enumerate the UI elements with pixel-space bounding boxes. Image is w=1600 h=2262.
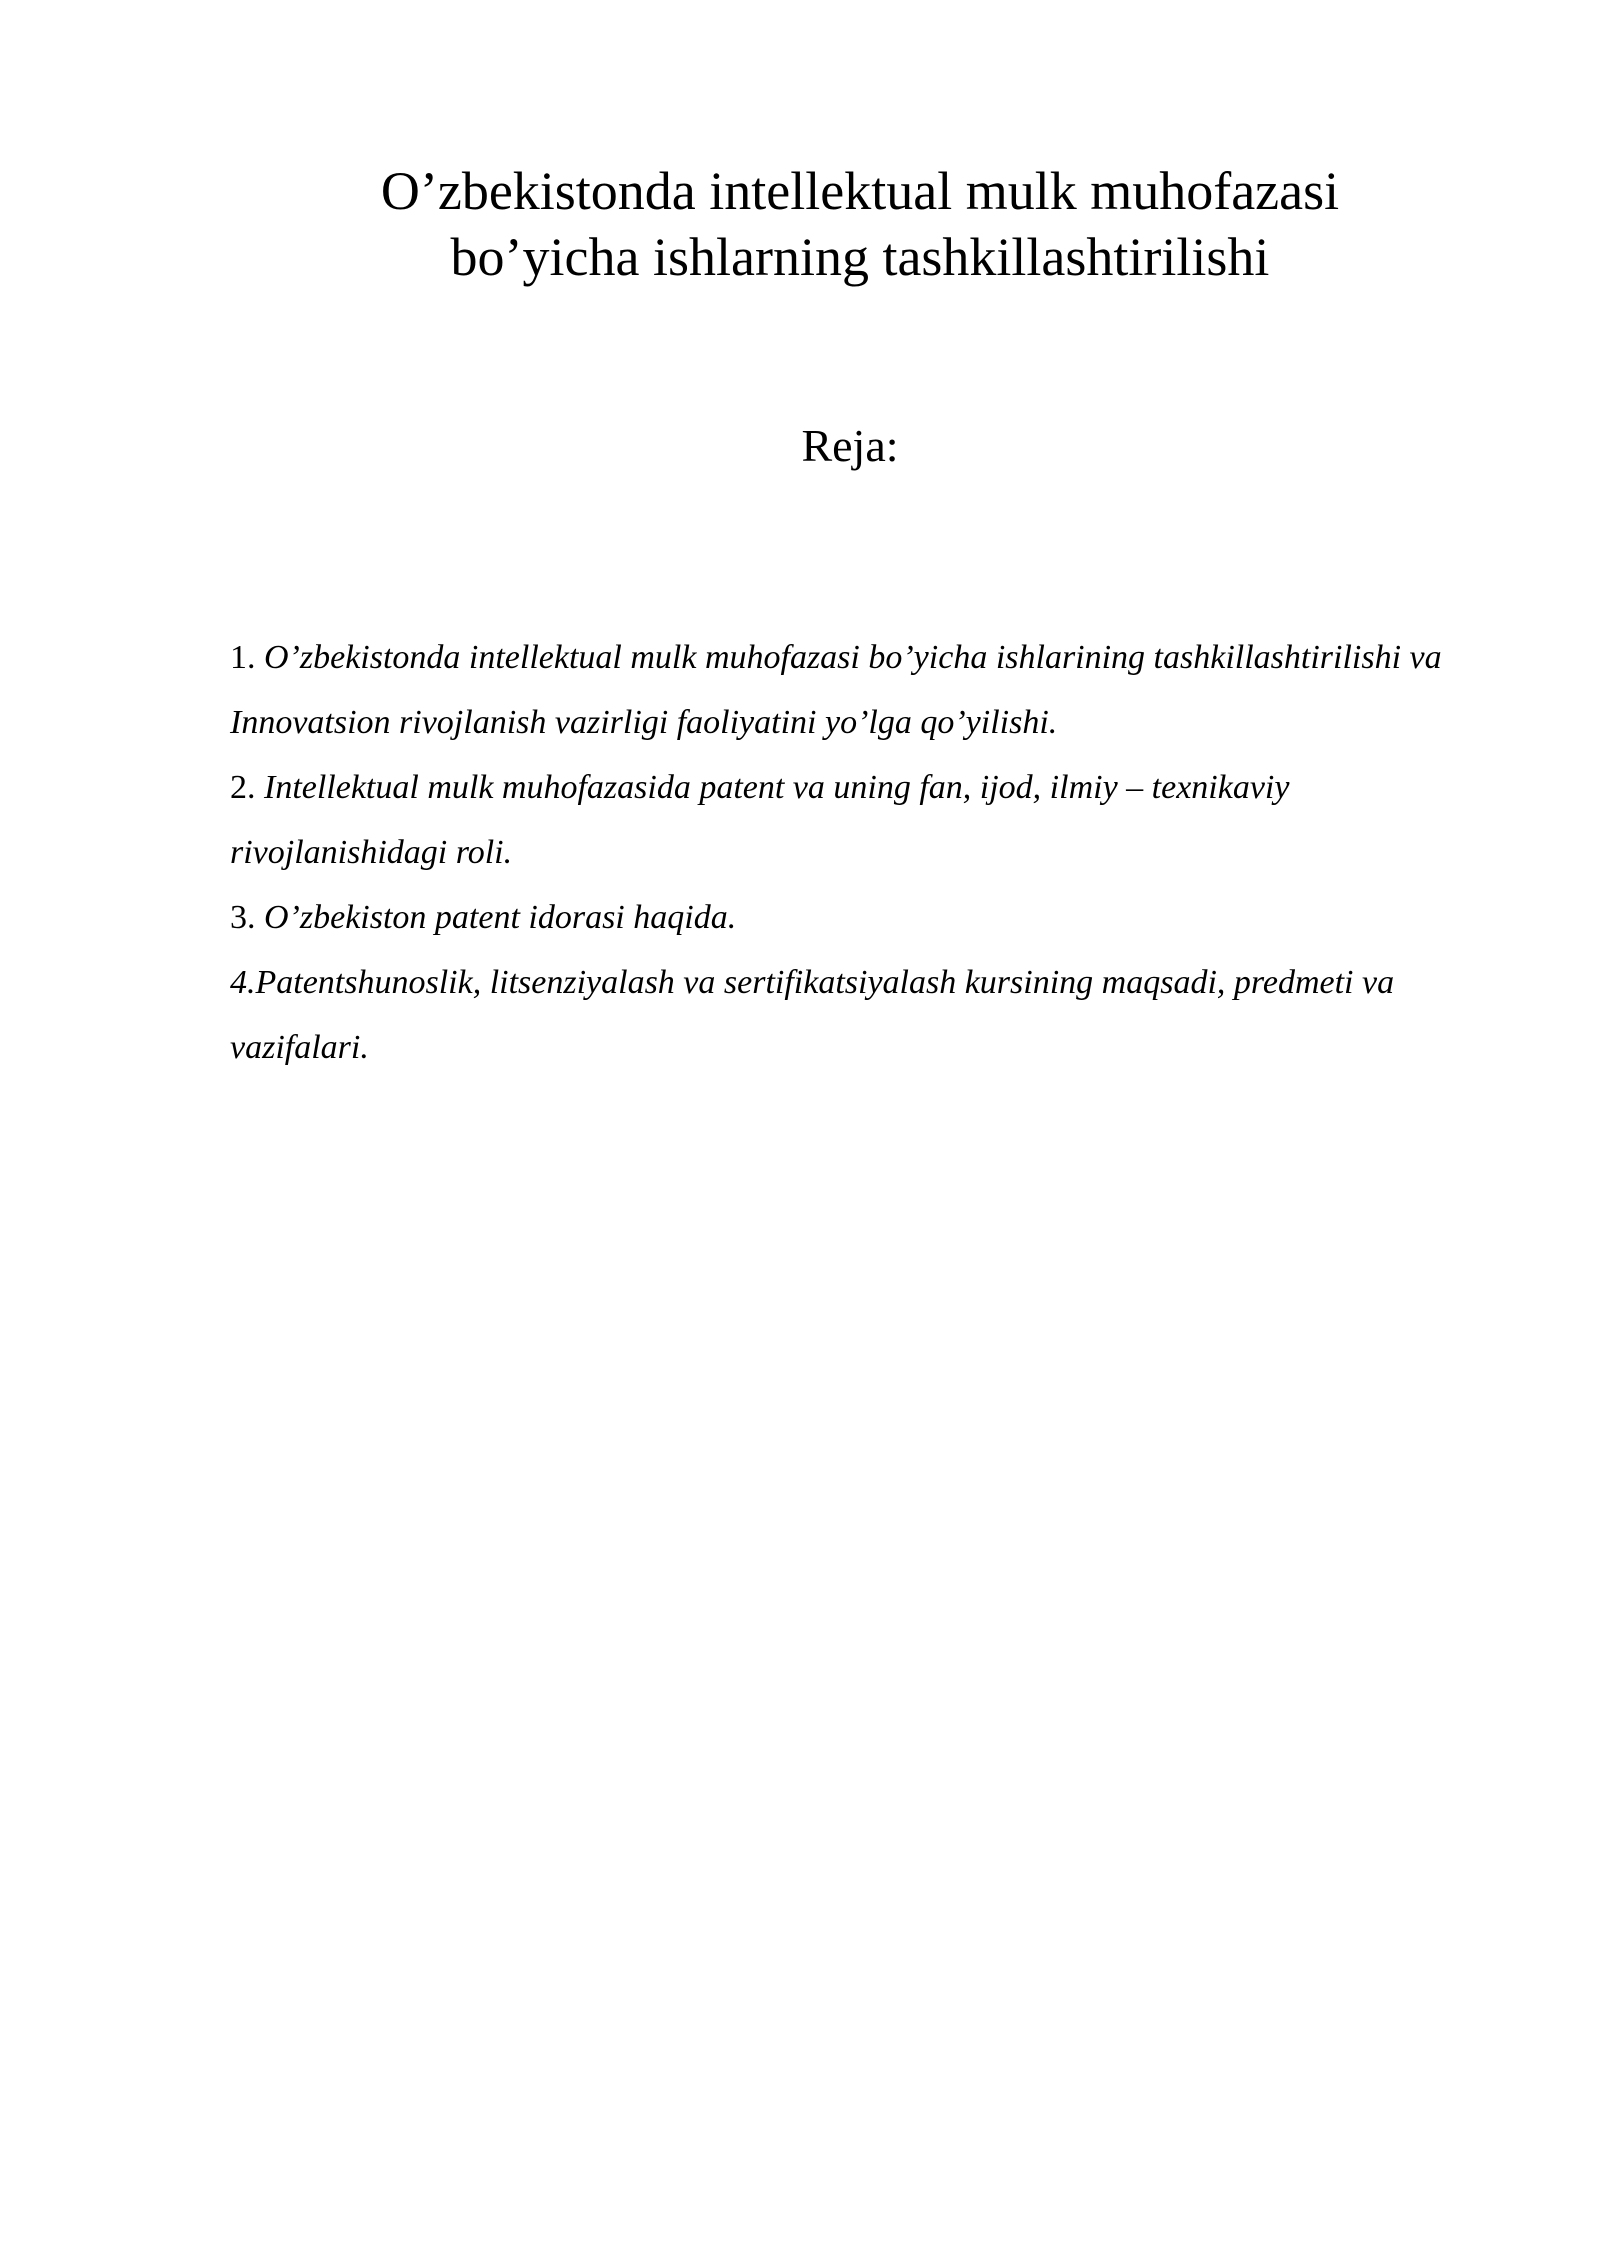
plan-item-number: 1. <box>230 639 264 676</box>
page-title <box>200 158 1520 290</box>
plan-item-2 <box>230 755 1490 885</box>
plan-item-text: Intellektual mulk muhofazasida patent va uning fan, ijod, ilmiy – texnikaviy rivojlanishidagi roli. <box>230 769 1290 871</box>
plan-item-text: O’zbekistonda intellektual mulk muhofazasi bo’yicha ishlarining tashkillashtirilishi va Innovatsion rivojlanish vazirligi faoliyatini yo’lga qo’yilishi. <box>230 639 1442 741</box>
plan-item-number: 2. <box>230 769 264 806</box>
plan-list <box>230 625 1490 1080</box>
plan-item-text: Patentshunoslik, litsenziyalash va sertifikatsiyalash kursining maqsadi, predmeti va vazifalari. <box>230 964 1395 1066</box>
page-title-line-2: bo’yicha ishlarning tashkillashtirilishi <box>450 227 1270 287</box>
plan-item-1 <box>230 625 1490 755</box>
plan-item-number: 4. <box>230 964 256 1001</box>
plan-item-number: 3. <box>230 899 264 936</box>
plan-item-3 <box>230 885 1490 950</box>
plan-item-text: O’zbekiston patent idorasi haqida. <box>264 899 737 936</box>
plan-item-4 <box>230 950 1490 1080</box>
page-title-line-1: O’zbekistonda intellektual mulk muhofazasi <box>380 161 1340 221</box>
plan-heading: Reja: <box>801 420 899 471</box>
